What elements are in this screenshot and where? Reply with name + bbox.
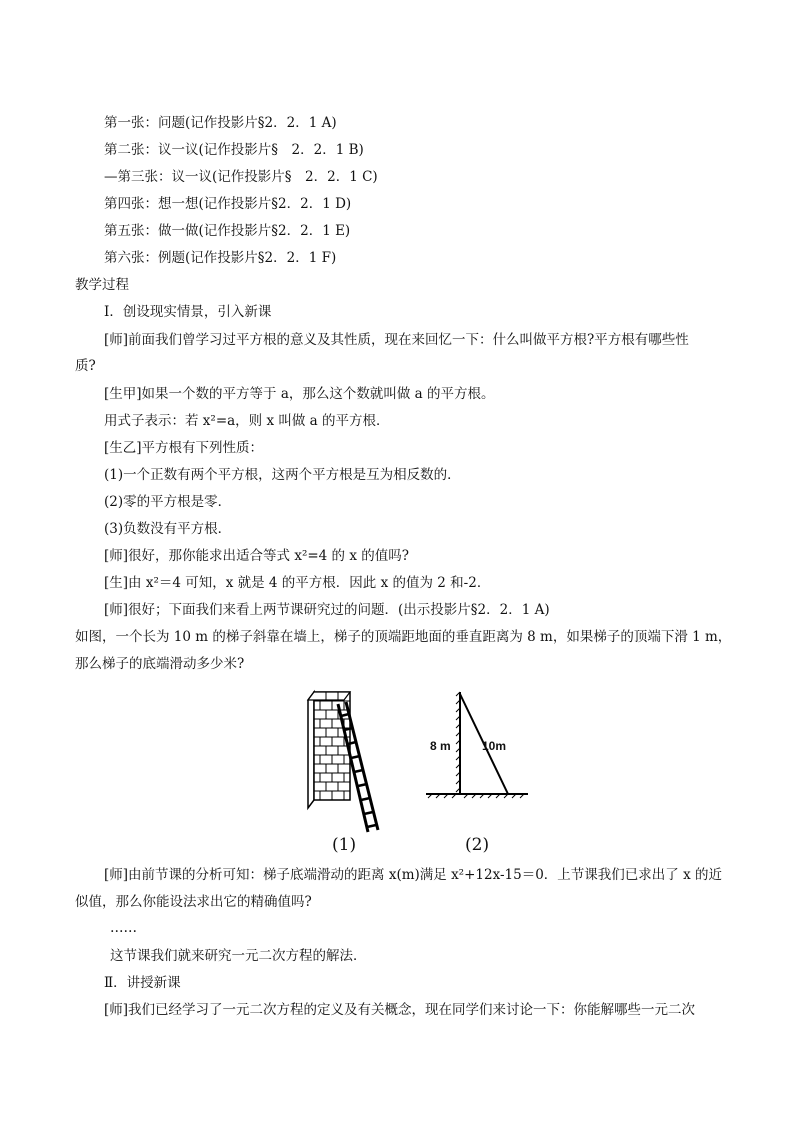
slide-line-6: 第六张：例题(记作投影片§2．2．1 F) bbox=[104, 250, 337, 266]
slide-line-2: 第二张：议一议(记作投影片§ 2．2．1 B) bbox=[104, 142, 364, 158]
paragraph-student-b: [生乙]平方根有下列性质： bbox=[104, 440, 264, 456]
figure-ladder-wall bbox=[300, 688, 390, 833]
paragraph-lesson-intro: 这节课我们就来研究一元二次方程的解法． bbox=[110, 948, 367, 964]
paragraph-teacher-discussion: [师]我们已经学习了一元二次方程的定义及有关概念，现在同学们来讨论一下：你能解哪些一元二次 bbox=[104, 1002, 696, 1018]
property-2: (2)零的平方根是零． bbox=[104, 494, 232, 510]
paragraph-student-answer: [生]由 x²＝4 可知，x 就是 4 的平方根．因此 x 的值为 2 和-2． bbox=[104, 575, 491, 591]
paragraph-teacher-question-2: [师]很好，那你能求出适合等式 x²=4 的 x 的值吗? bbox=[104, 548, 409, 564]
slide-line-3: —第三张：议一议(记作投影片§ 2．2．1 C) bbox=[104, 169, 378, 185]
paragraph-teacher-analysis-cont: 似值，那么你能设法求出它的精确值吗? bbox=[75, 894, 312, 910]
slide-line-5: 第五张：做一做(记作投影片§2．2．1 E) bbox=[104, 223, 351, 239]
slide-line-1: 第一张：问题(记作投影片§2．2．1 A) bbox=[104, 115, 337, 131]
paragraph-teacher-intro-problem: [师]很好；下面我们来看上两节课研究过的问题．(出示投影片§2．2．1 A) bbox=[104, 602, 550, 618]
section1-heading: Ⅰ．创设现实情景，引入新课 bbox=[104, 304, 272, 320]
section2-heading: Ⅱ．讲授新课 bbox=[104, 975, 181, 991]
label-ladder: 10m bbox=[482, 739, 507, 753]
problem-statement: 如图，一个长为 10 m 的梯子斜靠在墙上，梯子的顶端距地面的垂直距离为 8 m，如果梯子的顶端下滑 1 m， bbox=[75, 629, 732, 645]
property-1: (1)一个正数有两个平方根，这两个平方根是互为相反数的． bbox=[104, 467, 461, 483]
paragraph-student-a: [生甲]如果一个数的平方等于 a，那么这个数就叫做 a 的平方根。 bbox=[104, 386, 495, 402]
label-height: 8 m bbox=[430, 739, 451, 753]
slide-line-4: 第四张：想一想(记作投影片§2．2．1 D) bbox=[104, 196, 352, 212]
figure-caption-2: (2) bbox=[465, 835, 490, 855]
figure-caption-1: (1) bbox=[332, 835, 357, 855]
property-3: (3)负数没有平方根． bbox=[104, 521, 232, 537]
paragraph-teacher-question-1: [师]前面我们曾学习过平方根的意义及其性质，现在来回忆一下：什么叫做平方根?平方根有哪些性 bbox=[104, 332, 689, 348]
teaching-process-heading: 教学过程 bbox=[75, 277, 129, 293]
problem-statement-cont: 那么梯子的底端滑动多少米? bbox=[75, 656, 245, 672]
paragraph-teacher-question-1-cont: 质? bbox=[75, 358, 96, 374]
paragraph-teacher-analysis: [师]由前节课的分析可知：梯子底端滑动的距离 x(m)满足 x²+12x-15＝0．上节课我们已求出了 x 的近 bbox=[104, 867, 722, 883]
paragraph-formula: 用式子表示：若 x²=a，则 x 叫做 a 的平方根． bbox=[104, 413, 390, 429]
ellipsis: …… bbox=[110, 920, 137, 936]
